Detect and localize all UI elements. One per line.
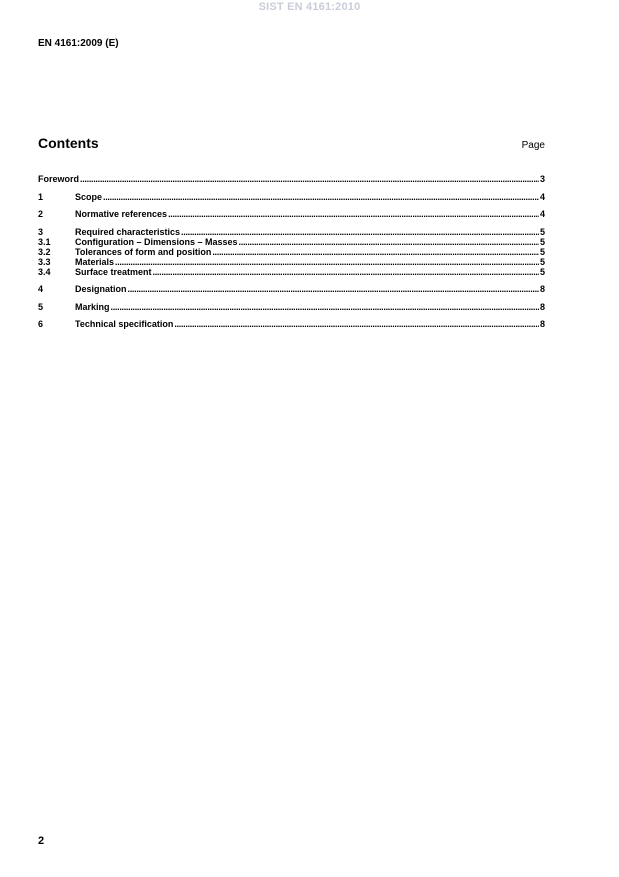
- toc-entry-title: Designation: [75, 284, 127, 294]
- toc-entry-title: Configuration – Dimensions – Masses: [75, 236, 238, 247]
- toc-entry-marking[interactable]: [38, 302, 545, 312]
- toc-entry-materials[interactable]: [38, 257, 545, 267]
- toc-entry-designation[interactable]: [38, 284, 545, 294]
- toc-entry-page: 4: [539, 209, 545, 219]
- toc-dot-leader: [174, 319, 539, 329]
- toc-dot-leader: [239, 237, 539, 247]
- contents-heading: Contents: [38, 135, 99, 151]
- toc-dot-leader: [115, 257, 539, 267]
- toc-entry-title: Normative references: [75, 209, 168, 219]
- toc-entry-foreword[interactable]: [38, 174, 545, 184]
- toc-entry-technical-specification[interactable]: [38, 319, 545, 329]
- toc-entry-page: 5: [539, 246, 545, 257]
- toc-dot-leader: [168, 209, 539, 219]
- toc-entry-title: Foreword: [38, 174, 80, 184]
- toc-entry-page: 8: [539, 301, 545, 312]
- toc-dot-leader: [212, 247, 539, 257]
- toc-entry-title: Surface treatment: [75, 266, 152, 277]
- toc-entry-page: 4: [539, 191, 545, 202]
- toc-entry-title: Materials: [75, 256, 115, 267]
- toc-entry-required-characteristics[interactable]: [38, 227, 545, 237]
- toc-dot-leader: [128, 284, 539, 294]
- toc-entry-page: 3: [539, 174, 545, 184]
- toc-entry-number: 5: [38, 301, 44, 312]
- toc-entry-number: 3.1: [38, 236, 51, 247]
- toc-dot-leader: [103, 192, 539, 202]
- toc-entry-configuration[interactable]: [38, 237, 545, 247]
- page-column-label: Page: [521, 140, 545, 151]
- toc-dot-leader: [111, 302, 539, 312]
- toc-dot-leader: [153, 267, 539, 277]
- toc-entry-scope[interactable]: [38, 192, 545, 202]
- toc-entry-title: Required characteristics: [75, 226, 181, 237]
- toc-dot-leader: [80, 174, 539, 184]
- toc-entry-page: 5: [539, 226, 545, 237]
- toc-entry-title: Scope: [75, 191, 103, 202]
- toc-dot-leader: [181, 227, 539, 237]
- toc-entry-page: 5: [539, 256, 545, 267]
- toc-entry-page: 8: [539, 284, 545, 294]
- toc-entry-tolerances[interactable]: [38, 247, 545, 257]
- toc-entry-page: 8: [539, 319, 545, 329]
- watermark-text: SIST EN 4161:2010: [258, 1, 361, 13]
- toc-entry-number: 2: [38, 209, 44, 219]
- toc-entry-title: Marking: [75, 301, 110, 312]
- toc-entry-number: 3.4: [38, 266, 51, 277]
- toc-entry-number: 3: [38, 226, 44, 237]
- toc-entry-normative-references[interactable]: [38, 209, 545, 219]
- toc-entry-page: 5: [539, 266, 545, 277]
- toc-entry-page: 5: [539, 236, 545, 247]
- page-number: 2: [38, 835, 45, 847]
- document-id: EN 4161:2009 (E): [38, 38, 119, 49]
- table-of-contents: [38, 174, 545, 329]
- toc-entry-title: Technical specification: [75, 319, 174, 329]
- toc-entry-number: 3.3: [38, 256, 51, 267]
- toc-entry-number: 6: [38, 319, 44, 329]
- toc-entry-number: 3.2: [38, 246, 51, 257]
- toc-entry-number: 1: [38, 191, 44, 202]
- toc-entry-number: 4: [38, 284, 44, 294]
- toc-entry-title: Tolerances of form and position: [75, 246, 212, 257]
- toc-entry-surface-treatment[interactable]: [38, 267, 545, 277]
